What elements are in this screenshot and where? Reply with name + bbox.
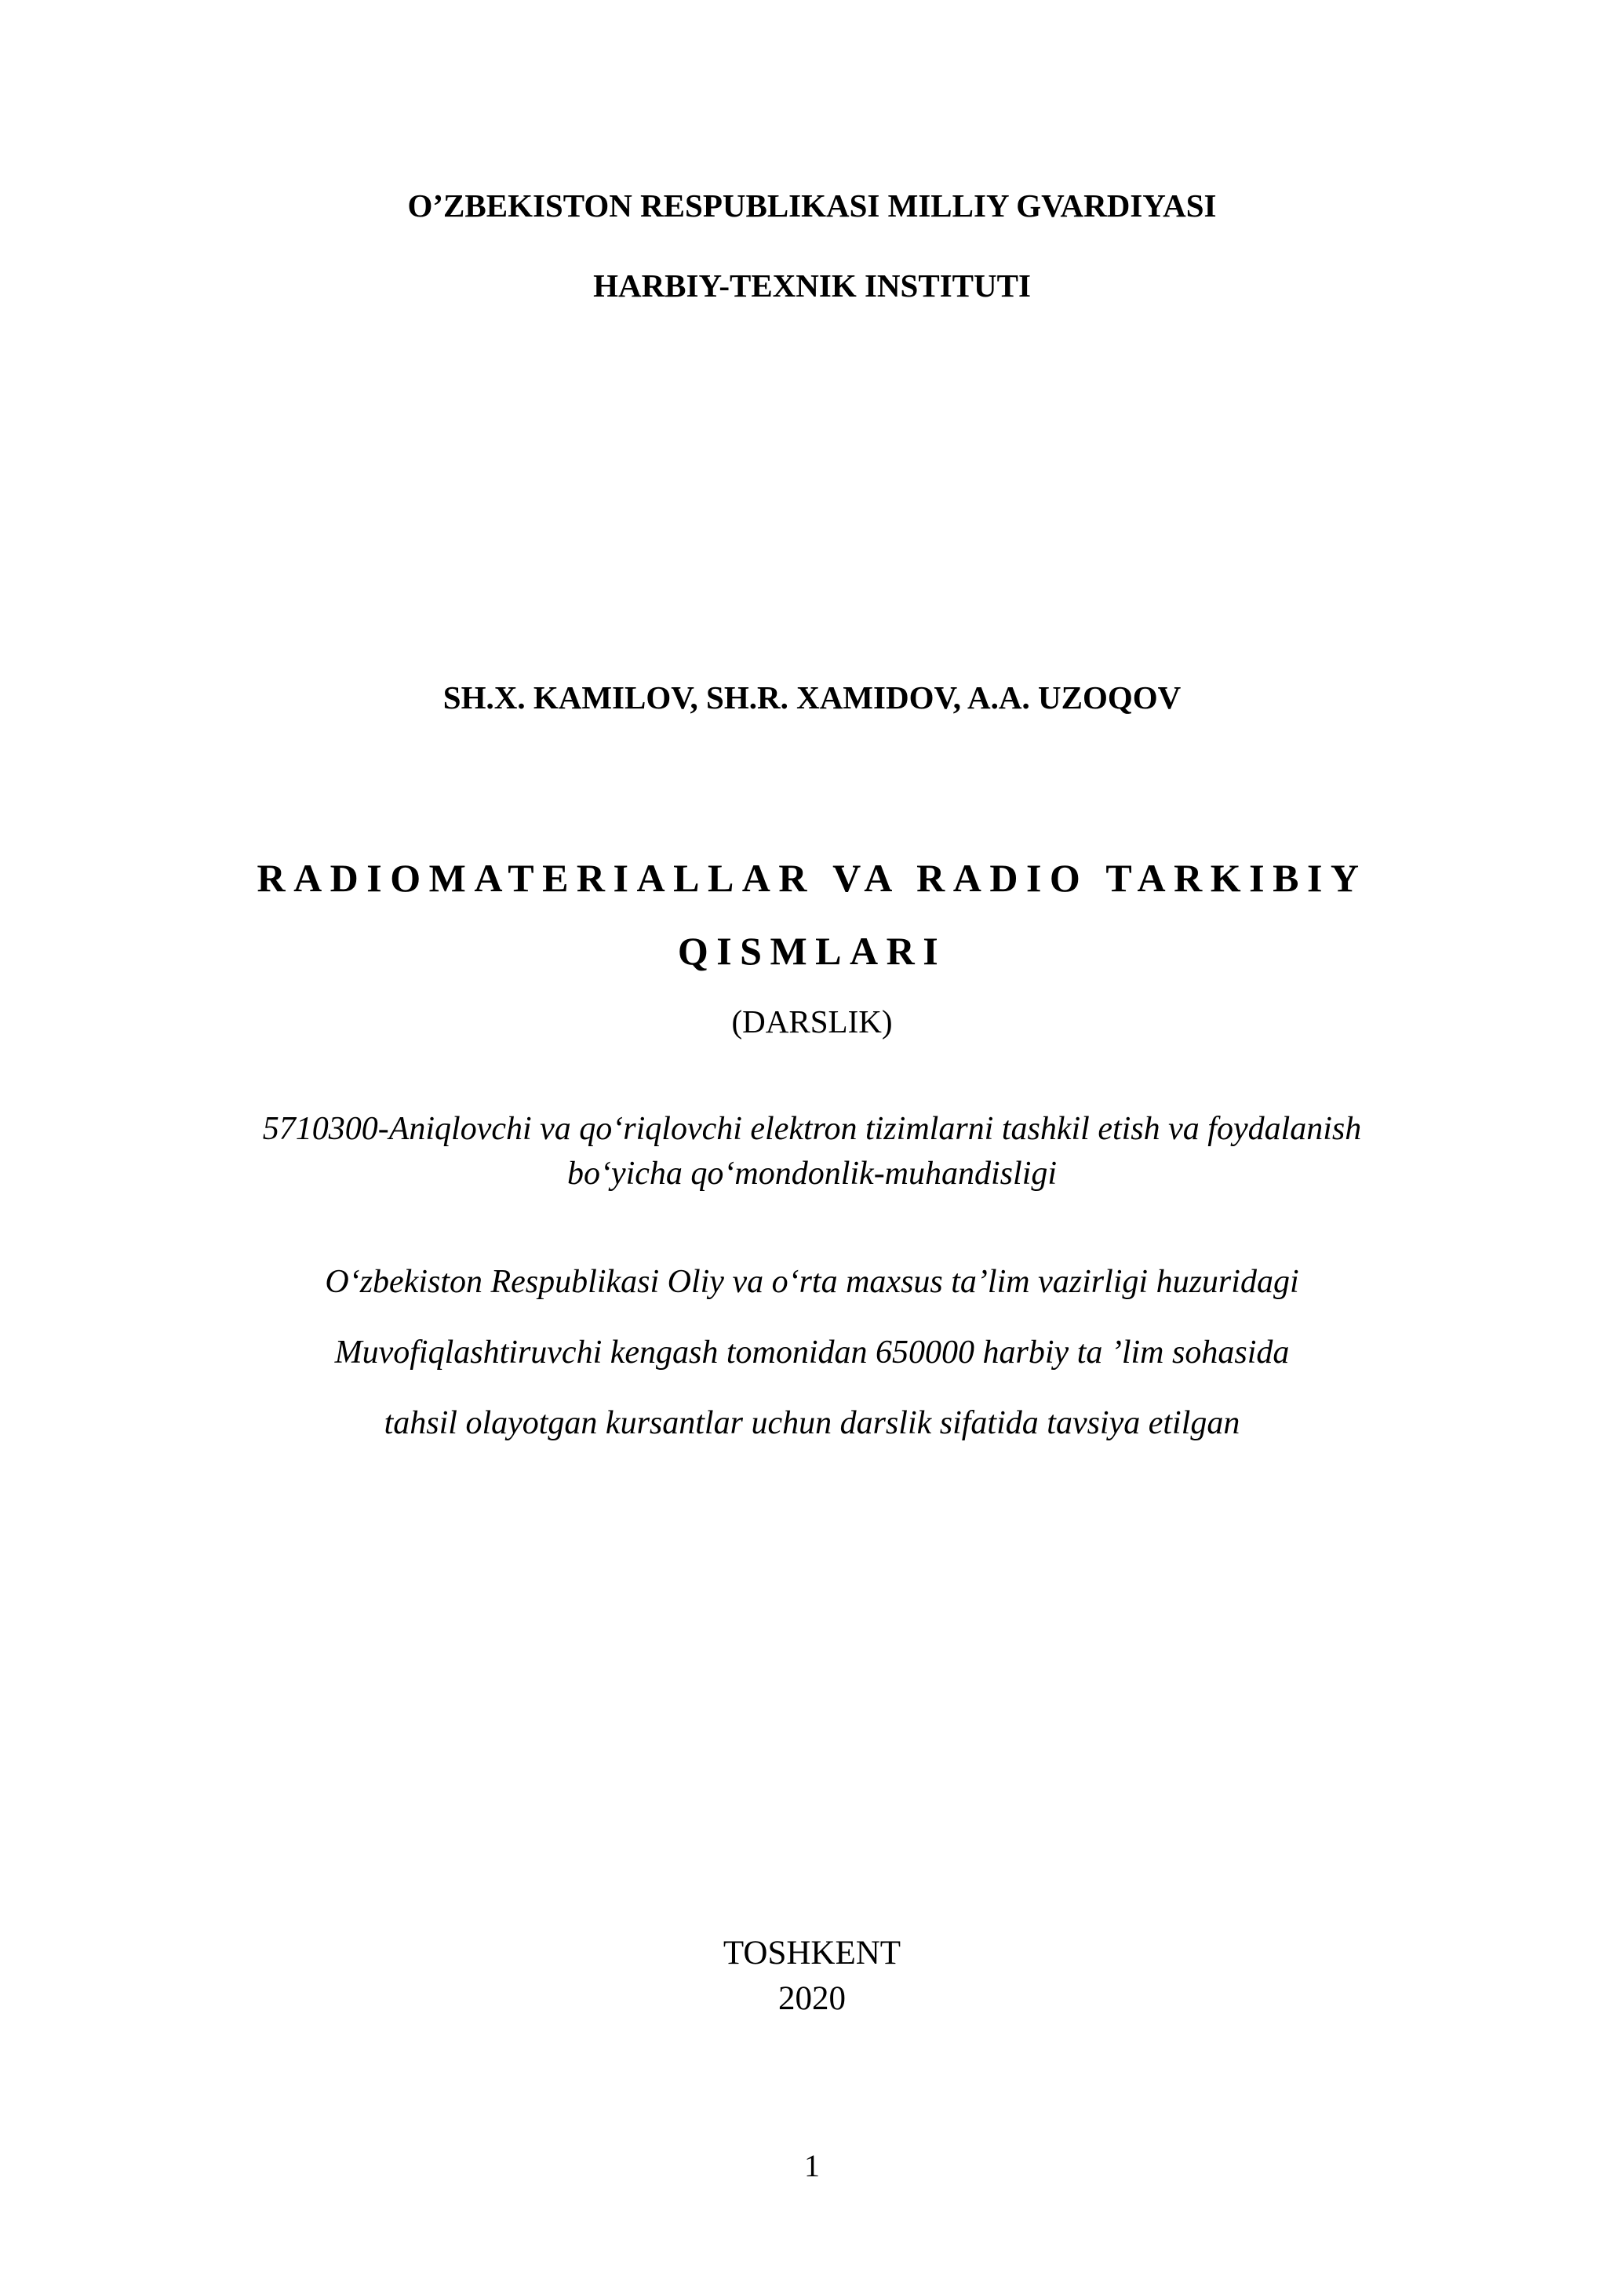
page-number: 1 <box>804 2148 820 2183</box>
recommendation-line3: tahsil olayotgan kursantlar uchun darslik sifatida tavsiya etilgan <box>384 1405 1240 1441</box>
publication-year: 2020 <box>778 1980 846 2017</box>
recommendation-line2: Muvofiqlashtiruvchi kengash tomonidan 650000 harbiy ta ’lim sohasida <box>334 1335 1290 1371</box>
book-title-line1: RADIOMATERIALLAR VA RADIO TARKIBIY <box>257 856 1367 900</box>
book-title-line2: QISMLARI <box>677 929 947 973</box>
institution-name-line2: HARBIY-TEXNIK INSTITUTI <box>593 268 1031 304</box>
specialty-line2: bo‘yicha qo‘mondonlik-muhandisligi <box>566 1156 1058 1192</box>
recommendation-line1: O‘zbekiston Respublikasi Oliy va o‘rta maxsus ta’lim vazirligi huzuridagi <box>325 1264 1299 1300</box>
authors: SH.X. KAMILOV, SH.R. XAMIDOV, A.A. UZOQOV <box>442 679 1182 716</box>
publication-city: TOSHKENT <box>723 1935 901 1972</box>
specialty-line1: 5710300-Aniqlovchi va qo‘riqlovchi elektron tizimlarni tashkil etish va foydalanish <box>262 1111 1362 1147</box>
institution-name-line1: O’ZBEKISTON RESPUBLIKASI MILLIY GVARDIYASI <box>407 188 1217 224</box>
book-type-subtitle: (DARSLIK) <box>731 1003 893 1040</box>
